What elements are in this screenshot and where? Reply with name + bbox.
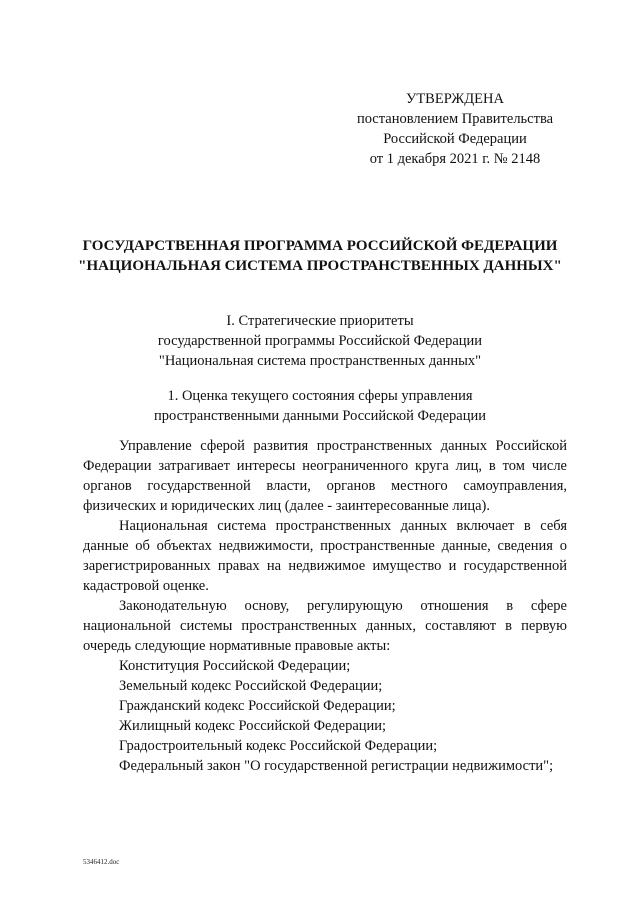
- paragraph-federal-law: Федеральный закон "О государственной регистрации недвижимости";: [119, 758, 554, 774]
- section-heading-line-3: "Национальная система пространственных данных": [158, 353, 482, 369]
- subsection-heading: [60, 386, 580, 426]
- paragraph-composition: Национальная система пространственных данных включает в себя данные об объектах недвижимости, пространственные данные, сведения о зарегистрированных правах на недвижимое имущество и государственной кадастровой оценке.: [83, 518, 567, 594]
- section-heading-line-2: государственной программы Российской Федерации: [157, 333, 483, 349]
- list-item-urban-code: Градостроительный кодекс Российской Федерации;: [119, 738, 438, 754]
- document-title: [40, 236, 600, 276]
- list-item-constitution: Конституция Российской Федерации;: [119, 658, 351, 674]
- title-line-1: ГОСУДАРСТВЕННАЯ ПРОГРАММА РОССИЙСКОЙ ФЕДЕРАЦИИ: [82, 238, 558, 254]
- title-line-2: "НАЦИОНАЛЬНАЯ СИСТЕМА ПРОСТРАНСТВЕННЫХ ДАННЫХ": [78, 258, 562, 274]
- approval-stamp: [330, 89, 580, 169]
- list-item-housing-code: Жилищный кодекс Российской Федерации;: [119, 718, 387, 734]
- footer-doc-id: 5346412.doc: [83, 858, 120, 866]
- approval-date-number: от 1 декабря 2021 г. № 2148: [369, 151, 541, 167]
- subsection-heading-line-2: пространственными данными Российской Федерации: [153, 408, 486, 424]
- section-heading-line-1: I. Стратегические приоритеты: [226, 313, 414, 329]
- approval-resolution: постановлением Правительства: [356, 111, 554, 127]
- document-body: [83, 436, 567, 776]
- approval-government: Российской Федерации: [383, 131, 527, 147]
- section-heading: [60, 311, 580, 371]
- approval-heading: УТВЕРЖДЕНА: [406, 91, 504, 107]
- paragraph-legal-basis: Законодательную основу, регулирующую отношения в сфере национальной системы пространственных данных, составляют в первую очередь следующие нормативные правовые акты:: [83, 598, 567, 654]
- list-item-civil-code: Гражданский кодекс Российской Федерации;: [119, 698, 396, 714]
- paragraph-scope: Управление сферой развития пространственных данных Российской Федерации затрагивает интересы неограниченного круга лиц, в том числе органов государственной власти, органов местного самоуправления, физических и юридических лиц (далее - заинтересованные лица).: [83, 438, 567, 514]
- subsection-heading-line-1: 1. Оценка текущего состояния сферы управления: [167, 388, 473, 404]
- list-item-land-code: Земельный кодекс Российской Федерации;: [119, 678, 383, 694]
